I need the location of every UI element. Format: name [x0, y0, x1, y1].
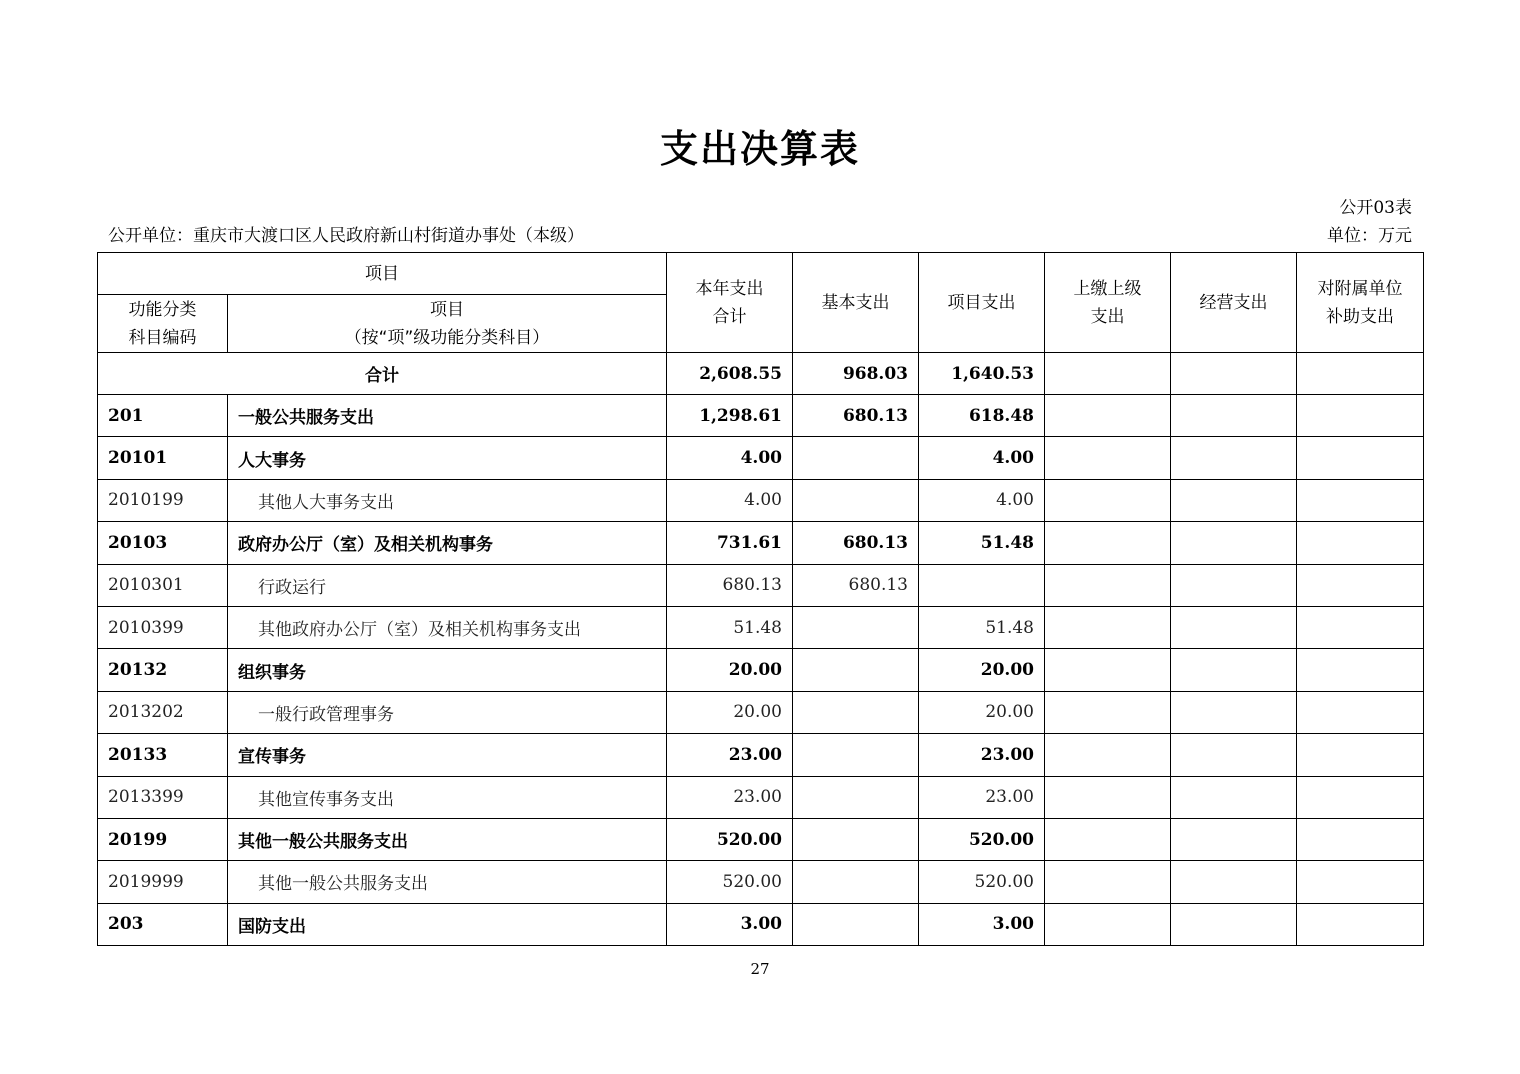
row-code: 2010399 — [98, 606, 228, 648]
row-upper — [1045, 734, 1171, 776]
row-business — [1171, 776, 1297, 818]
row-code: 203 — [98, 903, 228, 945]
table-row — [98, 691, 1424, 733]
row-business — [1171, 903, 1297, 945]
row-project — [919, 564, 1045, 606]
header-total: 本年支出 合计 — [667, 253, 793, 353]
row-name: 其他宣传事务支出 — [228, 776, 667, 818]
row-name: 人大事务 — [228, 437, 667, 479]
row-subsidy — [1297, 818, 1424, 860]
row-name: 其他人大事务支出 — [228, 479, 667, 521]
row-code: 2013399 — [98, 776, 228, 818]
row-basic: 680.13 — [793, 522, 919, 564]
row-total: 23.00 — [667, 734, 793, 776]
row-total: 4.00 — [667, 479, 793, 521]
header-item: 项目 （按“项”级功能分类科目） — [228, 295, 667, 353]
row-project: 20.00 — [919, 649, 1045, 691]
table-row — [98, 649, 1424, 691]
row-upper — [1045, 818, 1171, 860]
row-total: 520.00 — [667, 818, 793, 860]
row-business — [1171, 818, 1297, 860]
table-row — [98, 734, 1424, 776]
row-business — [1171, 691, 1297, 733]
row-upper — [1045, 606, 1171, 648]
table-row — [98, 522, 1424, 564]
row-upper — [1045, 437, 1171, 479]
row-project: 520.00 — [919, 818, 1045, 860]
form-number: 公开03表 — [1339, 198, 1412, 218]
row-upper — [1045, 649, 1171, 691]
row-basic: 680.13 — [793, 564, 919, 606]
row-name: 其他一般公共服务支出 — [228, 818, 667, 860]
row-total: 23.00 — [667, 776, 793, 818]
row-subsidy — [1297, 479, 1424, 521]
row-name: 其他一般公共服务支出 — [228, 861, 667, 903]
row-business — [1171, 522, 1297, 564]
row-code: 20132 — [98, 649, 228, 691]
row-name: 一般行政管理事务 — [228, 691, 667, 733]
row-subsidy — [1297, 734, 1424, 776]
row-basic — [793, 649, 919, 691]
row-upper — [1045, 861, 1171, 903]
row-code: 20103 — [98, 522, 228, 564]
row-business — [1171, 437, 1297, 479]
row-subsidy — [1297, 776, 1424, 818]
row-subsidy — [1297, 861, 1424, 903]
row-basic: 680.13 — [793, 395, 919, 437]
table-row — [98, 479, 1424, 521]
table-row — [98, 903, 1424, 945]
row-project: 51.48 — [919, 606, 1045, 648]
header-subsidy: 对附属单位 补助支出 — [1297, 253, 1424, 353]
row-code: 2010301 — [98, 564, 228, 606]
header-upper: 上缴上级 支出 — [1045, 253, 1171, 353]
row-basic — [793, 606, 919, 648]
row-total: 20.00 — [667, 649, 793, 691]
row-name: 宣传事务 — [228, 734, 667, 776]
total-business — [1171, 353, 1297, 395]
table-row — [98, 395, 1424, 437]
row-project: 618.48 — [919, 395, 1045, 437]
row-business — [1171, 734, 1297, 776]
row-total: 4.00 — [667, 437, 793, 479]
row-project: 23.00 — [919, 776, 1045, 818]
header-code: 功能分类 科目编码 — [98, 295, 228, 353]
row-business — [1171, 479, 1297, 521]
expenditure-table — [97, 252, 1424, 946]
row-subsidy — [1297, 522, 1424, 564]
header-item-group: 项目 — [98, 253, 667, 295]
row-project: 3.00 — [919, 903, 1045, 945]
row-upper — [1045, 564, 1171, 606]
row-total: 51.48 — [667, 606, 793, 648]
row-total: 20.00 — [667, 691, 793, 733]
row-name: 组织事务 — [228, 649, 667, 691]
row-name: 其他政府办公厅（室）及相关机构事务支出 — [228, 606, 667, 648]
row-code: 2019999 — [98, 861, 228, 903]
row-subsidy — [1297, 691, 1424, 733]
row-name: 行政运行 — [228, 564, 667, 606]
row-upper — [1045, 903, 1171, 945]
row-basic — [793, 861, 919, 903]
table-row — [98, 818, 1424, 860]
reporting-unit: 公开单位：重庆市大渡口区人民政府新山村街道办事处（本级） — [108, 226, 584, 246]
row-business — [1171, 395, 1297, 437]
row-subsidy — [1297, 564, 1424, 606]
row-subsidy — [1297, 649, 1424, 691]
row-upper — [1045, 522, 1171, 564]
row-project: 20.00 — [919, 691, 1045, 733]
row-upper — [1045, 691, 1171, 733]
total-project: 1,640.53 — [919, 353, 1045, 395]
row-name: 一般公共服务支出 — [228, 395, 667, 437]
row-project: 23.00 — [919, 734, 1045, 776]
row-basic — [793, 479, 919, 521]
row-business — [1171, 606, 1297, 648]
row-project: 4.00 — [919, 437, 1045, 479]
row-upper — [1045, 395, 1171, 437]
table-row — [98, 606, 1424, 648]
row-total: 731.61 — [667, 522, 793, 564]
row-project: 51.48 — [919, 522, 1045, 564]
row-total: 1,298.61 — [667, 395, 793, 437]
row-subsidy — [1297, 437, 1424, 479]
row-business — [1171, 861, 1297, 903]
table-row — [98, 861, 1424, 903]
table-row — [98, 437, 1424, 479]
row-code: 20133 — [98, 734, 228, 776]
page-number: 27 — [750, 960, 770, 978]
row-subsidy — [1297, 395, 1424, 437]
table-row — [98, 564, 1424, 606]
page-title: 支出决算表 — [659, 127, 860, 171]
row-basic — [793, 903, 919, 945]
row-project: 520.00 — [919, 861, 1045, 903]
table-row — [98, 776, 1424, 818]
row-code: 2010199 — [98, 479, 228, 521]
header-basic: 基本支出 — [793, 253, 919, 353]
row-upper — [1045, 479, 1171, 521]
row-code: 20101 — [98, 437, 228, 479]
row-total: 520.00 — [667, 861, 793, 903]
row-basic — [793, 691, 919, 733]
row-code: 20199 — [98, 818, 228, 860]
row-subsidy — [1297, 903, 1424, 945]
total-subsidy — [1297, 353, 1424, 395]
row-basic — [793, 818, 919, 860]
total-basic: 968.03 — [793, 353, 919, 395]
row-project: 4.00 — [919, 479, 1045, 521]
total-upper — [1045, 353, 1171, 395]
total-total: 2,608.55 — [667, 353, 793, 395]
row-business — [1171, 564, 1297, 606]
row-total: 680.13 — [667, 564, 793, 606]
row-business — [1171, 649, 1297, 691]
total-row — [98, 353, 1424, 395]
row-name: 政府办公厅（室）及相关机构事务 — [228, 522, 667, 564]
row-name: 国防支出 — [228, 903, 667, 945]
currency-unit: 单位：万元 — [1327, 226, 1412, 246]
header-project: 项目支出 — [919, 253, 1045, 353]
row-code: 2013202 — [98, 691, 228, 733]
header-business: 经营支出 — [1171, 253, 1297, 353]
row-basic — [793, 437, 919, 479]
row-upper — [1045, 776, 1171, 818]
total-label: 合计 — [98, 353, 667, 395]
row-total: 3.00 — [667, 903, 793, 945]
row-basic — [793, 776, 919, 818]
row-basic — [793, 734, 919, 776]
row-code: 201 — [98, 395, 228, 437]
row-subsidy — [1297, 606, 1424, 648]
